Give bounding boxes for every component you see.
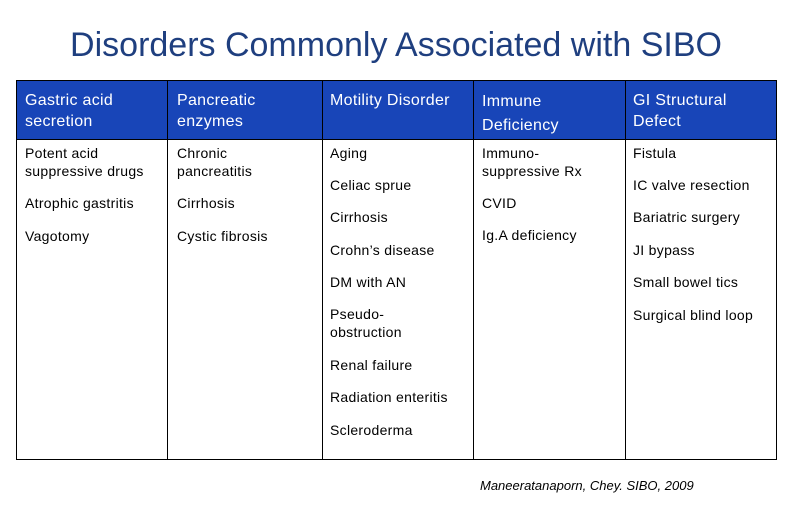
cell-cystic-fibrosis: Cystic fibrosis <box>177 228 268 244</box>
cell-cirrhosis-motility: Cirrhosis <box>330 209 388 225</box>
cell-ji-bypass: JI bypass <box>633 242 695 258</box>
column-divider <box>625 81 626 459</box>
cell-celiac-sprue: Celiac sprue <box>330 177 412 193</box>
header-pancreatic-enzymes: Pancreatic enzymes <box>177 92 256 130</box>
header-immune-deficiency: Immune Deficiency <box>482 93 559 134</box>
cell-immunosuppressive-rx: Immuno-suppressive Rx <box>482 145 582 179</box>
header-gastric-acid: Gastric acid secretion <box>25 92 114 130</box>
cell-cirrhosis: Cirrhosis <box>177 195 235 211</box>
slide-title: Disorders Commonly Associated with SIBO <box>70 26 722 64</box>
cell-aging: Aging <box>330 145 368 161</box>
column-divider <box>473 81 474 459</box>
cell-ic-valve-resection: IC valve resection <box>633 177 750 193</box>
cell-crohns-disease: Crohn’s disease <box>330 242 435 258</box>
cell-fistula: Fistula <box>633 145 677 161</box>
disorders-table <box>16 80 777 460</box>
header-motility-disorder: Motility Disorder <box>330 92 450 109</box>
cell-radiation-enteritis: Radiation enteritis <box>330 389 448 405</box>
column-divider <box>322 81 323 459</box>
cell-potent-acid-drugs: Potent acid suppressive drugs <box>25 145 144 179</box>
cell-small-bowel-tics: Small bowel tics <box>633 274 739 290</box>
cell-dm-with-an: DM with AN <box>330 274 407 290</box>
cell-surgical-blind-loop: Surgical blind loop <box>633 307 754 323</box>
cell-pseudo-obstruction: Pseudo-obstruction <box>330 306 402 340</box>
cell-scleroderma: Scleroderma <box>330 422 413 438</box>
column-divider <box>167 81 168 459</box>
cell-atrophic-gastritis: Atrophic gastritis <box>25 195 134 211</box>
header-gi-structural-defect: GI Structural Defect <box>633 92 727 130</box>
citation: Maneeratanaporn, Chey. SIBO, 2009 <box>480 478 694 493</box>
cell-chronic-pancreatitis: Chronic pancreatitis <box>177 145 253 179</box>
cell-cvid: CVID <box>482 195 517 211</box>
cell-vagotomy: Vagotomy <box>25 228 90 244</box>
cell-renal-failure: Renal failure <box>330 357 413 373</box>
cell-iga-deficiency: Ig.A deficiency <box>482 227 577 243</box>
cell-bariatric-surgery: Bariatric surgery <box>633 209 741 225</box>
